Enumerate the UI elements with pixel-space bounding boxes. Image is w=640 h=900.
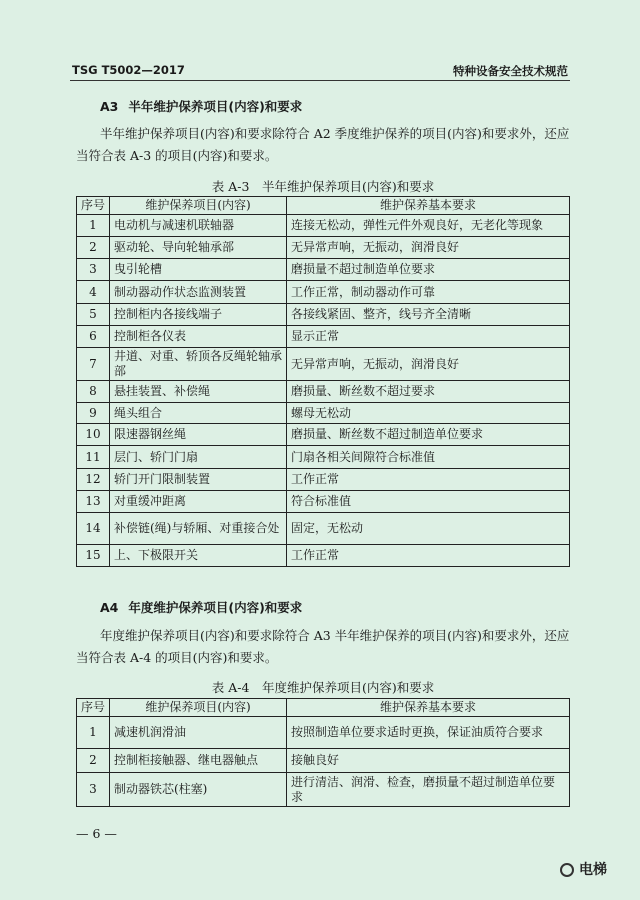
row-item: 井道、对重、轿顶各反绳轮轴承部 — [110, 348, 287, 381]
row-requirement: 螺母无松动 — [287, 403, 570, 424]
row-item: 控制柜各仪表 — [110, 326, 287, 348]
row-requirement: 工作正常，制动器动作可靠 — [287, 281, 570, 304]
row-number: 13 — [77, 491, 110, 513]
row-item: 驱动轮、导向轮轴承部 — [110, 237, 287, 259]
table-row — [77, 717, 570, 749]
table-a3-body — [77, 215, 570, 567]
row-item: 绳头组合 — [110, 403, 287, 424]
column-header: 维护保养项目(内容) — [110, 197, 287, 215]
table-header-row — [77, 699, 570, 717]
row-item: 层门、轿门门扇 — [110, 446, 287, 469]
watermark-label: 电梯 — [579, 862, 607, 878]
table-row — [77, 773, 570, 807]
section-a4-number: A4 — [100, 600, 119, 615]
section-a4-heading — [100, 598, 302, 616]
table-row — [77, 403, 570, 424]
table-row — [77, 381, 570, 403]
row-item: 控制柜接触器、继电器触点 — [110, 749, 287, 773]
row-requirement: 无异常声响，无振动，润滑良好 — [287, 348, 570, 381]
row-item: 制动器动作状态监测装置 — [110, 281, 287, 304]
table-a4-caption: 表 A-4 年度维护保养项目(内容)和要求 — [211, 680, 435, 695]
table-header-row — [77, 197, 570, 215]
row-requirement: 门扇各相关间隙符合标准值 — [287, 446, 570, 469]
row-number: 2 — [77, 749, 110, 773]
row-item: 制动器铁芯(柱塞) — [110, 773, 287, 807]
table-row — [77, 304, 570, 326]
row-number: 3 — [77, 259, 110, 281]
table-a4-body — [77, 717, 570, 807]
row-requirement: 磨损量、断丝数不超过制造单位要求 — [287, 424, 570, 446]
table-row — [77, 491, 570, 513]
section-a3-heading — [100, 97, 302, 115]
row-number: 1 — [77, 215, 110, 237]
row-requirement: 磨损量、断丝数不超过要求 — [287, 381, 570, 403]
row-item: 悬挂装置、补偿绳 — [110, 381, 287, 403]
row-requirement: 固定，无松动 — [287, 513, 570, 545]
table-row — [77, 446, 570, 469]
standard-code: TSG T5002—2017 — [72, 63, 185, 77]
row-requirement: 接触良好 — [287, 749, 570, 773]
section-a3-number: A3 — [100, 99, 119, 114]
column-header: 维护保养基本要求 — [287, 197, 570, 215]
row-number: 1 — [77, 717, 110, 749]
row-number: 14 — [77, 513, 110, 545]
row-requirement: 连接无松动，弹性元件外观良好，无老化等现象 — [287, 215, 570, 237]
row-item: 上、下极限开关 — [110, 545, 287, 567]
row-requirement: 工作正常 — [287, 545, 570, 567]
wechat-icon — [560, 863, 574, 877]
row-item: 限速器钢丝绳 — [110, 424, 287, 446]
column-header: 维护保养基本要求 — [287, 699, 570, 717]
row-number: 2 — [77, 237, 110, 259]
row-requirement: 显示正常 — [287, 326, 570, 348]
row-number: 15 — [77, 545, 110, 567]
row-number: 12 — [77, 469, 110, 491]
section-a3-title: 半年维护保养项目(内容)和要求 — [128, 99, 303, 114]
table-row — [77, 424, 570, 446]
row-item: 曳引轮槽 — [110, 259, 287, 281]
section-a3-intro: 半年维护保养项目(内容)和要求除符合 A2 季度维护保养的项目(内容)和要求外，还应当符合表 A-3 的项目(内容)和要求。 — [76, 126, 570, 163]
table-row — [77, 326, 570, 348]
column-header: 维护保养项目(内容) — [110, 699, 287, 717]
section-a4-title: 年度维护保养项目(内容)和要求 — [128, 600, 303, 615]
table-row — [77, 281, 570, 304]
row-requirement: 进行清洁、润滑、检查，磨损量不超过制造单位要求 — [287, 773, 570, 807]
table-a3 — [76, 196, 570, 567]
row-number: 8 — [77, 381, 110, 403]
row-requirement: 工作正常 — [287, 469, 570, 491]
row-number: 3 — [77, 773, 110, 807]
running-header — [70, 58, 570, 81]
row-requirement: 无异常声响，无振动，润滑良好 — [287, 237, 570, 259]
table-row — [77, 215, 570, 237]
table-row — [77, 348, 570, 381]
table-a3-caption: 表 A-3 半年维护保养项目(内容)和要求 — [211, 179, 435, 194]
row-number: 4 — [77, 281, 110, 304]
row-item: 补偿链(绳)与轿厢、对重接合处 — [110, 513, 287, 545]
row-item: 对重缓冲距离 — [110, 491, 287, 513]
row-number: 10 — [77, 424, 110, 446]
series-title: 特种设备安全技术规范 — [453, 64, 568, 78]
row-requirement: 按照制造单位要求适时更换，保证油质符合要求 — [287, 717, 570, 749]
row-number: 6 — [77, 326, 110, 348]
section-a4-intro: 年度维护保养项目(内容)和要求除符合 A3 半年维护保养的项目(内容)和要求外，还应当符合表 A-4 的项目(内容)和要求。 — [76, 628, 570, 665]
row-requirement: 符合标准值 — [287, 491, 570, 513]
row-number: 5 — [77, 304, 110, 326]
table-a4 — [76, 698, 570, 807]
watermark — [560, 859, 607, 879]
table-row — [77, 749, 570, 773]
row-item: 控制柜内各接线端子 — [110, 304, 287, 326]
row-number: 11 — [77, 446, 110, 469]
row-requirement: 磨损量不超过制造单位要求 — [287, 259, 570, 281]
column-header: 序号 — [77, 699, 110, 717]
column-header: 序号 — [77, 197, 110, 215]
table-row — [77, 259, 570, 281]
row-requirement: 各接线紧固、整齐，线号齐全清晰 — [287, 304, 570, 326]
row-number: 9 — [77, 403, 110, 424]
table-row — [77, 469, 570, 491]
row-number: 7 — [77, 348, 110, 381]
row-item: 减速机润滑油 — [110, 717, 287, 749]
table-row — [77, 545, 570, 567]
page-number: — 6 — — [76, 826, 117, 841]
row-item: 电动机与减速机联轴器 — [110, 215, 287, 237]
row-item: 轿门开门限制装置 — [110, 469, 287, 491]
table-row — [77, 513, 570, 545]
table-row — [77, 237, 570, 259]
